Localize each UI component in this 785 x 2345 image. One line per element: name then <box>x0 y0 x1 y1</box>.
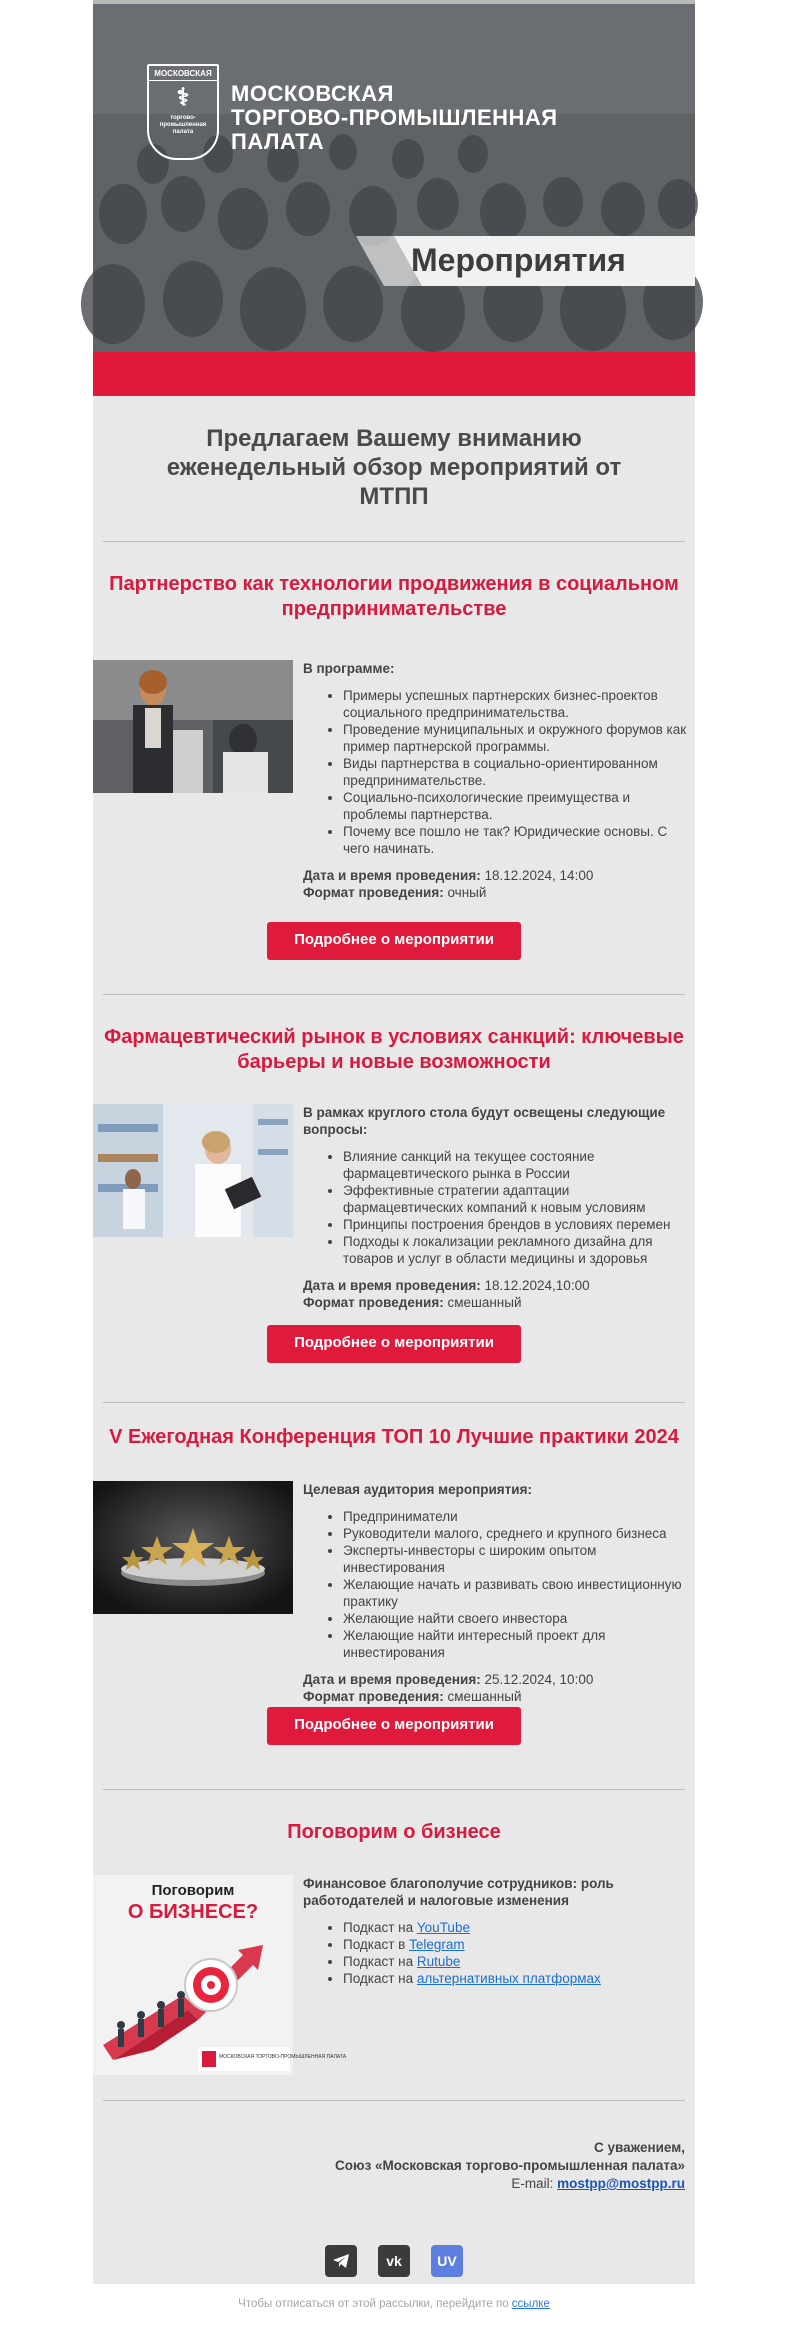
org-name <box>231 82 558 154</box>
audience-photo <box>93 4 695 352</box>
podcast-image-org: МОСКОВСКАЯ ТОРГОВО-ПРОМЫШЛЕННАЯ ПАЛАТА <box>219 2054 347 2060</box>
event-title[interactable]: Партнерство как технологии продвижения в социальном предпринимательстве <box>109 573 679 620</box>
telegram-glyph <box>331 2251 351 2271</box>
link-prefix: Подкаст на <box>343 1954 417 1969</box>
event-lead: Целевая аудитория мероприятия: <box>303 1482 532 1497</box>
logo-top-text: МОСКОВСКАЯ <box>149 66 217 81</box>
podcast-image-line2: О БИЗНЕСЕ? <box>127 1901 259 1923</box>
uv-icon[interactable]: UV <box>431 2245 463 2277</box>
signature-greeting: С уважением, <box>593 2140 685 2155</box>
list-item: • Примеры успешных партнерских бизнес-проектов социального предпринимательства. <box>343 687 688 721</box>
event-date: 18.12.2024, 14:00 <box>484 868 594 883</box>
event-date: 18.12.2024,10:00 <box>484 1278 590 1293</box>
rutube-link[interactable]: Rutube <box>416 1954 461 1969</box>
hero-banner <box>93 4 695 352</box>
event-date: 25.12.2024, 10:00 <box>484 1672 594 1687</box>
event-lead: В программе: <box>303 661 395 676</box>
red-accent-bar <box>93 352 695 396</box>
date-label: Дата и время проведения: <box>303 1278 481 1293</box>
list-item: • Желающие найти интересный проект для инвестирования <box>343 1627 688 1661</box>
email-link[interactable]: mostpp@mostpp.ru <box>557 2176 685 2191</box>
podcast-links-list <box>303 1919 688 1987</box>
list-item <box>343 1970 688 1987</box>
banner-title: Мероприятия <box>411 242 626 278</box>
signature-org: Союз «Московская торгово-промышленная палата» <box>335 2158 685 2173</box>
youtube-link[interactable]: YouTube <box>416 1920 470 1935</box>
event-format: смешанный <box>447 1689 522 1704</box>
event-photo-business-woman[interactable] <box>93 660 293 793</box>
vk-icon[interactable]: vk <box>378 2245 410 2277</box>
unsubscribe-footer <box>93 2298 695 2310</box>
podcast-image[interactable] <box>93 1875 347 2075</box>
org-name-line2: ТОРГОВО-ПРОМЫШЛЕННАЯ <box>231 105 558 130</box>
list-item <box>343 1953 688 1970</box>
event-card <box>93 1075 695 1402</box>
podcast-title: Поговорим о бизнесе <box>287 1821 501 1843</box>
org-name-line1: МОСКОВСКАЯ <box>231 81 394 106</box>
event-audience-list <box>303 1508 688 1661</box>
signature-block <box>93 2101 695 2291</box>
list-item: • Влияние санкций на текущее состояние фармацевтического рынка в России <box>343 1148 688 1182</box>
list-item <box>343 1919 688 1936</box>
list-item <box>343 1936 688 1953</box>
event-description <box>303 1481 688 1705</box>
podcast-card <box>93 1845 695 2100</box>
event-format: смешанный <box>447 1295 522 1310</box>
list-item: • Предприниматели <box>343 1508 688 1525</box>
unsubscribe-text: Чтобы отписаться от этой рассылки, перейдите по <box>238 2298 512 2310</box>
date-label: Дата и время проведения: <box>303 1672 481 1687</box>
logo-bottom-text: торгово-промышленная палата <box>159 115 207 135</box>
podcast-lead: Финансовое благополучие сотрудников: роль работодателей и налоговые изменения <box>303 1876 614 1908</box>
list-item: • Проведение муниципальных и окружного форумов как пример партнерской программы. <box>343 721 688 755</box>
event-card <box>93 622 695 994</box>
event-title[interactable]: V Ежегодная Конференция ТОП 10 Лучшие практики 2024 <box>109 1426 679 1448</box>
format-label: Формат проведения: <box>303 1295 444 1310</box>
alt-platforms-link[interactable]: альтернативных платформах <box>416 1971 601 1986</box>
event-details-button[interactable]: Подробнее о мероприятии <box>267 1325 521 1363</box>
event-details-button[interactable]: Подробнее о мероприятии <box>267 1707 521 1745</box>
email-body <box>93 4 695 2284</box>
telegram-link[interactable]: Telegram <box>409 1937 465 1952</box>
signature <box>335 2139 685 2193</box>
link-prefix: Подкаст на <box>343 1971 417 1986</box>
list-item: • Почему все пошло не так? Юридические основы. С чего начинать. <box>343 823 688 857</box>
event-meta <box>303 1277 688 1311</box>
caduceus-icon: ⚕ <box>176 84 190 111</box>
event-topics-list <box>303 1148 688 1267</box>
email-label: E-mail: <box>511 2176 558 2191</box>
podcast-description <box>303 1875 688 1987</box>
link-prefix: Подкаст на <box>343 1920 417 1935</box>
event-description <box>303 1104 688 1311</box>
event-details-button[interactable]: Подробнее о мероприятии <box>267 922 521 960</box>
event-photo-pharmacist[interactable] <box>93 1104 293 1237</box>
event-format: очный <box>447 885 487 900</box>
unsubscribe-link[interactable]: ссылке <box>511 2298 550 2310</box>
event-title[interactable]: Фармацевтический рынок в условиях санкций: ключевые барьеры и новые возможности <box>104 1026 684 1073</box>
list-item: • Принципы построения брендов в условиях перемен <box>343 1216 688 1233</box>
list-item: • Руководители малого, среднего и крупного бизнеса <box>343 1525 688 1542</box>
format-label: Формат проведения: <box>303 885 444 900</box>
format-label: Формат проведения: <box>303 1689 444 1704</box>
event-description <box>303 660 688 901</box>
list-item: • Эксперты-инвесторы с широким опытом инвестирования <box>343 1542 688 1576</box>
event-lead: В рамках круглого стола будут освещены следующие вопросы: <box>303 1105 666 1137</box>
event-photo-stars[interactable] <box>93 1481 293 1614</box>
event-program-list <box>303 687 688 857</box>
list-item: • Эффективные стратегии адаптации фармацевтических компаний к новым условиям <box>343 1182 688 1216</box>
list-item: • Виды партнерства в социально-ориентированном предпринимательстве. <box>343 755 688 789</box>
event-meta <box>303 1671 688 1705</box>
date-label: Дата и время проведения: <box>303 868 481 883</box>
org-name-line3: ПАЛАТА <box>231 129 325 154</box>
intro-heading: Предлагаем Вашему вниманию еженедельный обзор мероприятий от МТПП <box>166 425 622 510</box>
event-card <box>93 1450 695 1789</box>
link-prefix: Подкаст в <box>343 1937 410 1952</box>
event-meta <box>303 867 688 901</box>
list-item: • Желающие начать и развивать свою инвестиционную практику <box>343 1576 688 1610</box>
podcast-image-line1: Поговорим <box>151 1882 235 1899</box>
list-item: • Желающие найти своего инвестора <box>343 1610 688 1627</box>
list-item: • Социально-психологические преимущества и проблемы партнерства. <box>343 789 688 823</box>
telegram-icon[interactable] <box>325 2245 357 2277</box>
mtpp-logo <box>147 64 219 160</box>
list-item: • Подходы к локализации рекламного дизайна для товаров и услуг в области медицины и здоровья <box>343 1233 688 1267</box>
